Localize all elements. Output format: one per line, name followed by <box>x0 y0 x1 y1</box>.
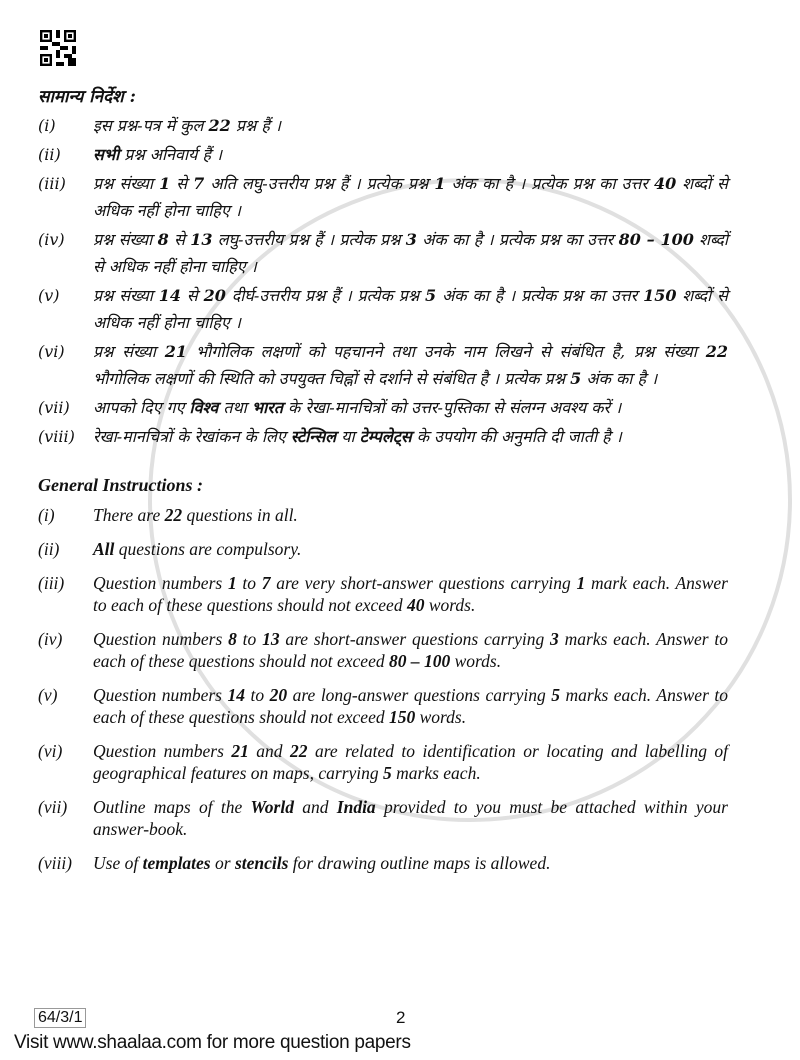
instruction-number: (viii) <box>38 853 73 873</box>
bold-text: 3 <box>550 629 559 649</box>
instruction-text <box>93 338 728 392</box>
bold-text: World <box>250 797 294 817</box>
bold-text: 7 <box>261 573 271 593</box>
text-segment: प्रश्न संख्या <box>93 286 159 305</box>
bold-text: India <box>336 797 376 817</box>
instruction-number: (i) <box>38 505 55 525</box>
bold-text: 22 <box>164 505 183 525</box>
text-segment: के उपयोग की अनुमति दी जाती है । <box>411 427 622 446</box>
instruction-number: (iii) <box>38 174 66 193</box>
bold-text: 14 <box>158 286 182 305</box>
bold-text: 150 <box>643 286 677 305</box>
bold-text: 20 <box>269 685 288 705</box>
instruction-item <box>38 628 728 672</box>
instruction-number: (i) <box>38 116 56 135</box>
bold-text: विश्व <box>189 398 219 417</box>
text-segment: दीर्घ-उत्तरीय प्रश्न हैं । प्रत्येक प्रश्न <box>225 286 426 305</box>
text-segment: are short-answer questions carrying <box>279 629 551 649</box>
bold-text: स्टेन्सिल <box>290 427 337 446</box>
bold-text: भारत <box>251 398 283 417</box>
hindi-instructions-heading: सामान्य निर्देश : <box>38 87 136 107</box>
text-segment: लघु-उत्तरीय प्रश्न हैं । प्रत्येक प्रश्न <box>212 230 406 249</box>
text-segment: marks each. <box>391 763 481 783</box>
text-segment: के रेखा-मानचित्रों को उत्तर-पुस्तिका से संलग्न अवश्य करें । <box>282 398 622 417</box>
instruction-number: (ii) <box>38 145 61 164</box>
instruction-number: (v) <box>38 685 58 705</box>
bold-text: 1 <box>227 573 237 593</box>
text-segment: प्रश्न संख्या <box>93 342 165 361</box>
bold-text: 22 <box>705 342 728 361</box>
instruction-item <box>38 796 728 840</box>
bold-text: 7 <box>193 174 205 193</box>
instruction-item <box>38 684 728 728</box>
text-segment: शब्दों से अधिक नहीं होना चाहिए । <box>93 286 728 332</box>
text-segment: Question numbers <box>93 741 232 761</box>
bold-text: 5 <box>383 763 392 783</box>
instruction-number: (iv) <box>38 230 65 249</box>
bold-text: 40 <box>406 595 425 615</box>
bold-text: All <box>93 539 115 559</box>
text-segment: questions are compulsory. <box>114 539 302 559</box>
text-segment: and <box>248 741 290 761</box>
text-segment: There are <box>93 505 165 525</box>
qr-code-icon <box>40 30 76 66</box>
text-segment: provided to you must be attached within your answer-book. <box>93 797 728 839</box>
bold-text: 5 <box>551 685 560 705</box>
instruction-number: (vi) <box>38 342 65 361</box>
text-segment: इस प्रश्न-पत्र में कुल <box>93 116 209 135</box>
text-segment: अति लघु-उत्तरीय प्रश्न हैं । प्रत्येक प्रश्न <box>204 174 435 193</box>
bold-text: 1 <box>159 174 171 193</box>
bold-text: 13 <box>190 230 213 249</box>
instruction-number: (iii) <box>38 573 65 593</box>
text-segment: Question numbers <box>93 685 228 705</box>
instruction-item <box>38 112 728 139</box>
text-segment: से <box>170 174 194 193</box>
text-segment: अंक का है । प्रत्येक प्रश्न का उत्तर <box>445 174 654 193</box>
bold-text: 20 <box>203 286 226 305</box>
bold-text: 5 <box>570 369 582 388</box>
text-segment: for drawing outline maps is allowed. <box>288 853 551 873</box>
text-segment: प्रश्न संख्या <box>93 174 160 193</box>
instruction-item <box>38 423 728 450</box>
bold-text: 14 <box>227 685 245 705</box>
text-segment: भौगोलिक लक्षणों को पहचानने तथा उनके नाम लिखने से संबंधित है, प्रश्न संख्या <box>187 342 706 361</box>
bold-text: 3 <box>405 230 417 249</box>
text-segment: to <box>236 573 262 593</box>
text-segment: से <box>181 286 204 305</box>
instruction-number: (v) <box>38 286 60 305</box>
text-segment: से <box>168 230 191 249</box>
instruction-number: (vii) <box>38 398 70 417</box>
text-segment: अंक का है । प्रत्येक प्रश्न का उत्तर <box>436 286 644 305</box>
text-segment: are very short-answer questions carrying <box>270 573 577 593</box>
bold-text: templates <box>142 853 211 873</box>
text-segment: marks each. Answer to each of these questions should not exceed <box>93 685 728 727</box>
instruction-text <box>93 170 728 224</box>
bold-text: 21 <box>164 342 188 361</box>
text-segment: प्रश्न हैं । <box>230 116 281 135</box>
instruction-number: (ii) <box>38 539 60 559</box>
bold-text: टेम्पलेट्स <box>359 427 412 446</box>
instruction-item <box>38 141 728 168</box>
instruction-number: (viii) <box>38 427 75 446</box>
instruction-item <box>38 282 728 336</box>
general-instructions-heading: General Instructions : <box>38 475 204 495</box>
bold-text: 22 <box>208 116 231 135</box>
text-segment: words. <box>450 651 502 671</box>
instruction-text <box>93 796 728 840</box>
instruction-text <box>93 538 728 560</box>
instruction-text <box>93 572 728 616</box>
text-segment: अंक का है । प्रत्येक प्रश्न का उत्तर <box>416 230 619 249</box>
instruction-text <box>93 852 728 874</box>
instruction-text <box>93 394 728 421</box>
instruction-number: (vii) <box>38 797 68 817</box>
text-segment: are related to identification or locating and labelling of geographical features on maps, carrying <box>93 741 729 783</box>
text-segment: प्रश्न संख्या <box>93 230 158 249</box>
text-segment: Question numbers <box>93 629 229 649</box>
text-segment: अंक का है । <box>581 369 658 388</box>
bold-text: 40 <box>653 174 677 193</box>
text-segment: words. <box>424 595 476 615</box>
bold-text: 13 <box>262 629 280 649</box>
bold-text: 1 <box>434 174 446 193</box>
page-number: 2 <box>396 1008 406 1027</box>
bold-text: 21 <box>231 741 249 761</box>
instruction-item <box>38 170 728 224</box>
instruction-text <box>93 282 728 336</box>
text-segment: or <box>210 853 235 873</box>
instruction-number: (iv) <box>38 629 63 649</box>
text-segment: शब्दों से अधिक नहीं होना चाहिए । <box>93 174 728 220</box>
instruction-item <box>38 852 728 874</box>
bold-text: 22 <box>290 741 308 761</box>
instruction-item <box>38 504 728 526</box>
text-segment: questions in all. <box>182 505 298 525</box>
instruction-item <box>38 740 728 784</box>
bold-text: 8 <box>228 629 237 649</box>
text-segment: and <box>293 797 337 817</box>
text-segment: प्रश्न अनिवार्य हैं । <box>119 145 223 164</box>
text-segment: Question numbers <box>93 573 228 593</box>
bold-text: 80 – 100 <box>388 651 451 671</box>
text-segment: to <box>236 629 263 649</box>
text-segment: to <box>244 685 270 705</box>
bold-text: 1 <box>576 573 586 593</box>
visit-footer-text: Visit www.shaalaa.com for more question papers <box>14 1032 411 1053</box>
instruction-text <box>93 423 728 450</box>
instruction-text <box>93 740 728 784</box>
instruction-item <box>38 538 728 560</box>
bold-text: stencils <box>234 853 289 873</box>
text-segment: आपको दिए गए <box>93 398 190 417</box>
text-segment: marks each. Answer to each of these questions should not exceed <box>93 629 729 671</box>
text-segment: are long-answer questions carrying <box>287 685 552 705</box>
instruction-text <box>93 684 728 728</box>
bold-text: 150 <box>388 707 416 727</box>
instruction-text <box>93 226 728 280</box>
general-instructions-list <box>38 504 728 886</box>
text-segment: भौगोलिक लक्षणों की स्थिति को उपयुक्त चिह्नों से दर्शाने से संबंधित है । प्रत्येक प्रश्न <box>93 369 571 388</box>
text-segment: रेखा-मानचित्रों के रेखांकन के लिए <box>93 427 291 446</box>
paper-code: 64/3/1 <box>34 1008 86 1028</box>
instruction-item <box>38 572 728 616</box>
instruction-text <box>93 141 728 168</box>
text-segment: या <box>336 427 360 446</box>
instruction-number: (vi) <box>38 741 63 761</box>
bold-text: 8 <box>157 230 169 249</box>
instruction-text <box>93 628 728 672</box>
instruction-item <box>38 338 728 392</box>
text-segment: Use of <box>93 853 143 873</box>
instruction-item <box>38 226 728 280</box>
bold-text: 5 <box>425 286 437 305</box>
instruction-text <box>93 504 728 526</box>
text-segment: तथा <box>218 398 252 417</box>
page-footer <box>14 994 728 1054</box>
text-segment: Outline maps of the <box>93 797 251 817</box>
text-segment: words. <box>415 707 467 727</box>
text-segment: शब्दों से अधिक नहीं होना चाहिए । <box>93 230 728 276</box>
bold-text: 80 – 100 <box>618 230 694 249</box>
instruction-text <box>93 112 728 139</box>
bold-text: सभी <box>93 145 120 164</box>
instruction-item <box>38 394 728 421</box>
hindi-instructions-list <box>38 112 728 452</box>
text-segment: mark each. Answer to each of these questions should not exceed <box>93 573 728 615</box>
